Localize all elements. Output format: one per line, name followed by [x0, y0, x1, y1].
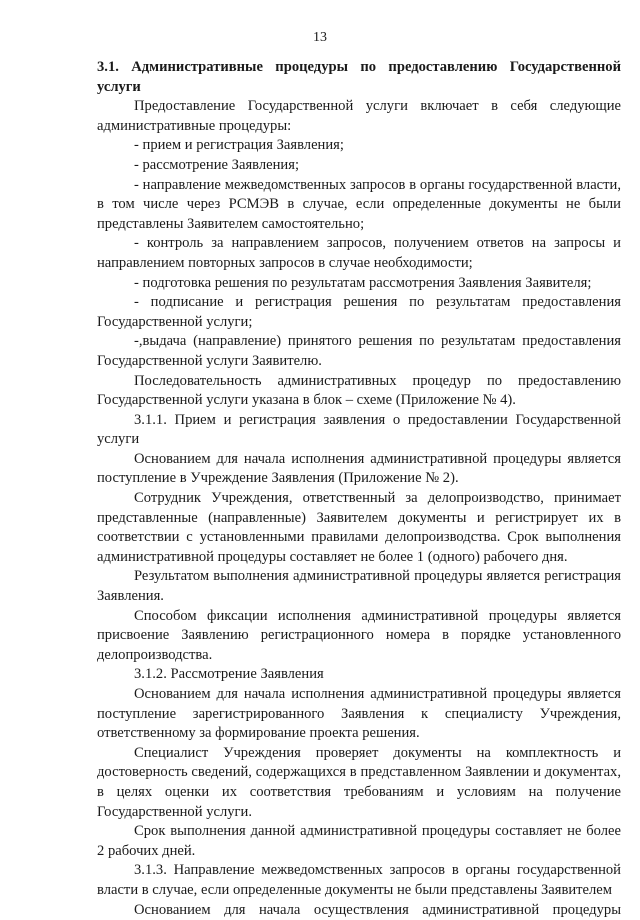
paragraph: Способом фиксации исполнения административной процедуры является присвоение Заявлению регистрационного номера в порядке установленного делопроизводства. — [97, 607, 621, 663]
list-item: - подготовка решения по результатам рассмотрения Заявления Заявителя; — [134, 274, 592, 291]
subsection-heading: 3.1.1. Прием и регистрация заявления о предоставлении Государственной услуги — [97, 411, 621, 448]
list-item: -,выдача (направление) принятого решения по результатам предоставления Государственной услуги Заявителю. — [97, 333, 621, 369]
list-item: - контроль за направлением запросов, получением ответов на запросы и направлением повторных запросов в случае необходимости; — [97, 235, 621, 271]
paragraph: Предоставление Государственной услуги включает в себя следующие административные процедуры: — [97, 98, 621, 134]
paragraph: Срок выполнения данной административной процедуры составляет не более 2 рабочих дней. — [97, 823, 621, 859]
paragraph: Результатом выполнения административной процедуры является регистрация Заявления. — [97, 568, 621, 605]
paragraph: Основанием для начала исполнения административной процедуры является поступление в Учреждение Заявления (Приложение № 2). — [97, 450, 621, 487]
subsection-heading: 3.1.2. Рассмотрение Заявления — [134, 666, 324, 683]
subsection-heading: 3.1.3. Направление межведомственных запросов в органы государственной власти в случае, если определенные документы не были представлены Заявителем — [97, 862, 621, 898]
section-heading: 3.1. Административные процедуры по предоставлению Государственной услуги — [97, 59, 621, 95]
paragraph: Последовательность административных процедур по предоставлению Государственной услуги указана в блок – схеме (Приложение № 4). — [97, 372, 621, 409]
paragraph: Основанием для начала исполнения административной процедуры является поступление зарегистрированного Заявления к специалисту Учреждения, ответственному за формирование проекта решения. — [97, 686, 621, 742]
paragraph: Сотрудник Учреждения, ответственный за делопроизводство, принимает представленные (направленные) Заявителем документы и регистрирует их в соответствии с установленными правилами делопроизводства. Срок выполнения административной процедуры составляет не более 1 (одного) рабочего дня. — [97, 490, 621, 565]
list-item: - подписание и регистрация решения по результатам предоставления Государственной услуги; — [97, 294, 621, 330]
paragraph: Основанием для начала осуществления административной процедуры — [134, 901, 621, 918]
list-item: - рассмотрение Заявления; — [134, 156, 299, 173]
paragraph: Специалист Учреждения проверяет документы на комплектность и достоверность сведений, содержащихся в представленном Заявлении и документах, в целях оценки их соответствия требованиям и условиям на получение Государственной услуги. — [97, 744, 621, 820]
list-item: - направление межведомственных запросов в органы государственной власти, в том числе через РСМЭВ в случае, если определенные документы не были представлены Заявителем самостоятельно; — [97, 176, 621, 232]
list-item: - прием и регистрация Заявления; — [134, 137, 344, 154]
document-body — [97, 58, 621, 920]
page-number: 13 — [313, 30, 327, 45]
